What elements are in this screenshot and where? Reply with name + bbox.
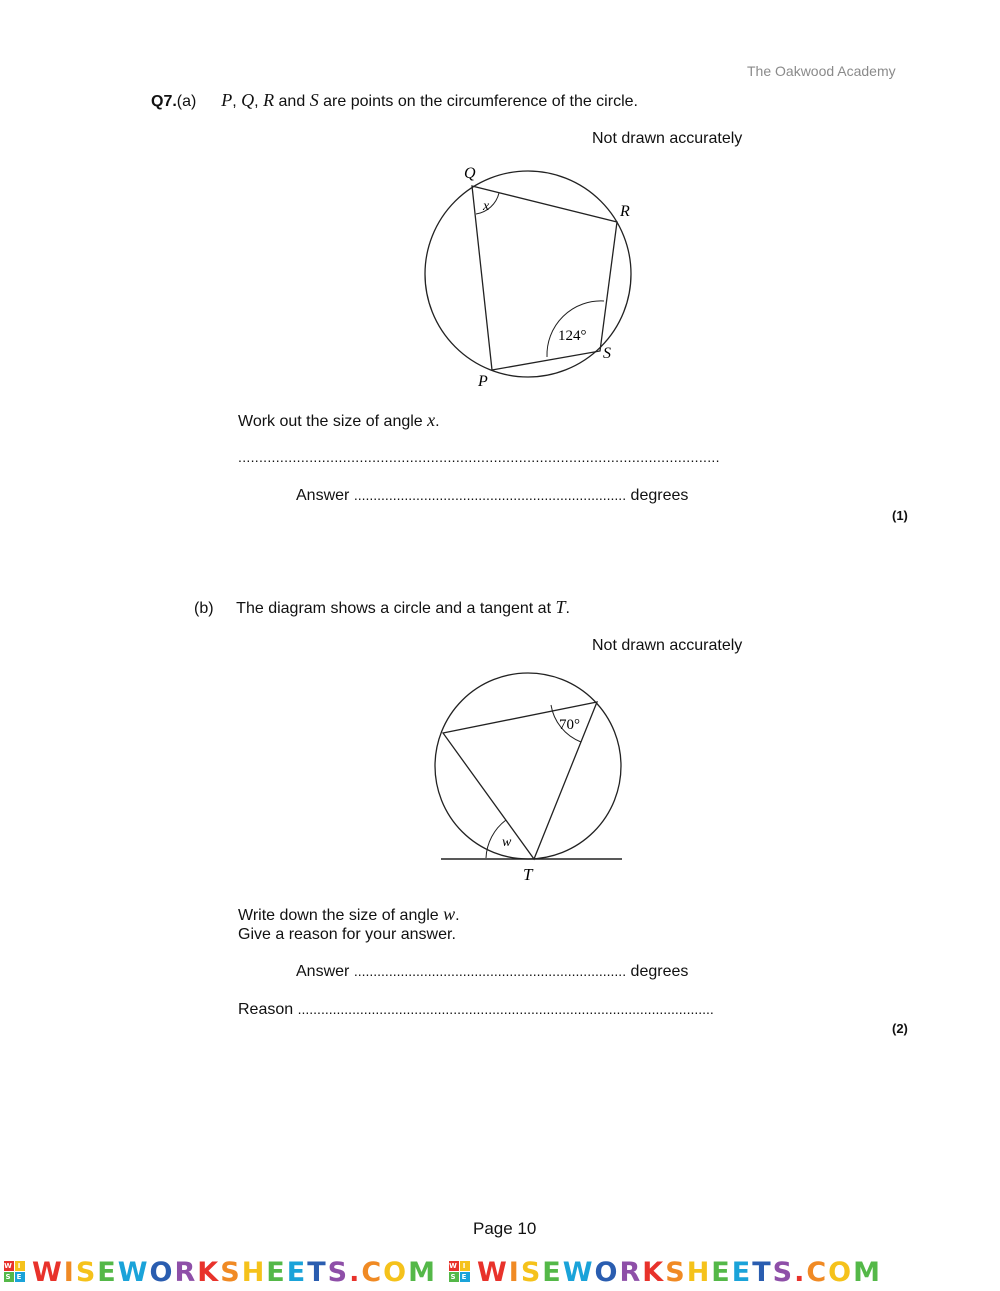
instruction-b1-var: w	[443, 904, 456, 924]
angle-w-label: w	[502, 835, 512, 850]
point-q: Q	[241, 90, 255, 110]
answer-b-label: Answer	[296, 963, 350, 980]
answer-line-a[interactable]	[296, 487, 688, 505]
stem-rest: are points on the circumference of the circle.	[323, 93, 638, 110]
question-number: Q7.	[151, 93, 177, 110]
comma-1: ,	[232, 93, 237, 110]
stem-b-var: T	[555, 597, 566, 617]
answer-b-dots: ......................................................................	[353, 963, 627, 979]
point-r: R	[263, 90, 275, 110]
question-7b-stem	[194, 597, 570, 618]
label-t: T	[523, 865, 533, 884]
answer-a-label: Answer	[296, 487, 350, 504]
instruction-b2: Give a reason for your answer.	[238, 926, 456, 943]
answer-a-dots: ......................................................................	[353, 487, 627, 503]
part-b-label: (b)	[194, 600, 214, 617]
logo-tile-icon-2: W I S E	[449, 1262, 469, 1281]
cyclic-quadrilateral-diagram	[410, 158, 650, 398]
instruction-a-var: x	[427, 410, 436, 430]
reason-label: Reason	[238, 1001, 294, 1018]
angle-124-label: 124°	[558, 328, 587, 344]
page-number: Page 10	[473, 1219, 537, 1238]
instruction-a-end: .	[435, 413, 440, 430]
watermark-text-2: WISEWORKSHEETS.COM	[477, 1256, 882, 1288]
instruction-b1-end: .	[455, 907, 460, 924]
not-drawn-accurately-b: Not drawn accurately	[592, 637, 743, 654]
point-p: P	[221, 90, 233, 110]
tangent-diagram	[430, 665, 640, 890]
circle-b	[435, 673, 621, 859]
working-line-a[interactable]: ...................................................................................................................	[238, 449, 720, 465]
watermark-text: WISEWORKSHEETS.COM	[32, 1256, 437, 1288]
school-name: The Oakwood Academy	[747, 63, 896, 79]
reason-line-b[interactable]	[238, 1001, 714, 1019]
quadrilateral-pqrs	[472, 186, 617, 370]
comma-2: ,	[254, 93, 259, 110]
marks-b: (2)	[892, 1021, 908, 1036]
part-a-label: (a)	[176, 93, 197, 110]
marks-a: (1)	[892, 508, 908, 523]
answer-b-unit: degrees	[630, 963, 689, 980]
watermark-banner	[0, 1256, 1000, 1288]
label-p: P	[478, 373, 488, 390]
instruction-b1	[238, 904, 460, 925]
label-q: Q	[464, 165, 476, 182]
not-drawn-accurately-a: Not drawn accurately	[592, 130, 743, 147]
label-s: S	[603, 345, 611, 362]
answer-a-unit: degrees	[630, 487, 689, 504]
question-7a-stem	[151, 90, 638, 111]
angle-70-label: 70°	[559, 717, 580, 733]
label-r: R	[620, 203, 630, 220]
angle-x-label: x	[483, 199, 490, 214]
answer-line-b[interactable]	[296, 963, 688, 981]
logo-tile-icon: W I S E	[4, 1262, 24, 1281]
stem-b-end: .	[565, 600, 570, 617]
reason-dots: ...........................................................................................................	[297, 1001, 714, 1017]
stem-b-text: The diagram shows a circle and a tangent at	[236, 600, 552, 617]
point-s: S	[309, 90, 319, 110]
instruction-a-text: Work out the size of angle	[238, 413, 423, 430]
instruction-a	[238, 410, 440, 431]
instruction-b1-text: Write down the size of angle	[238, 907, 439, 924]
and-text: and	[278, 93, 306, 110]
